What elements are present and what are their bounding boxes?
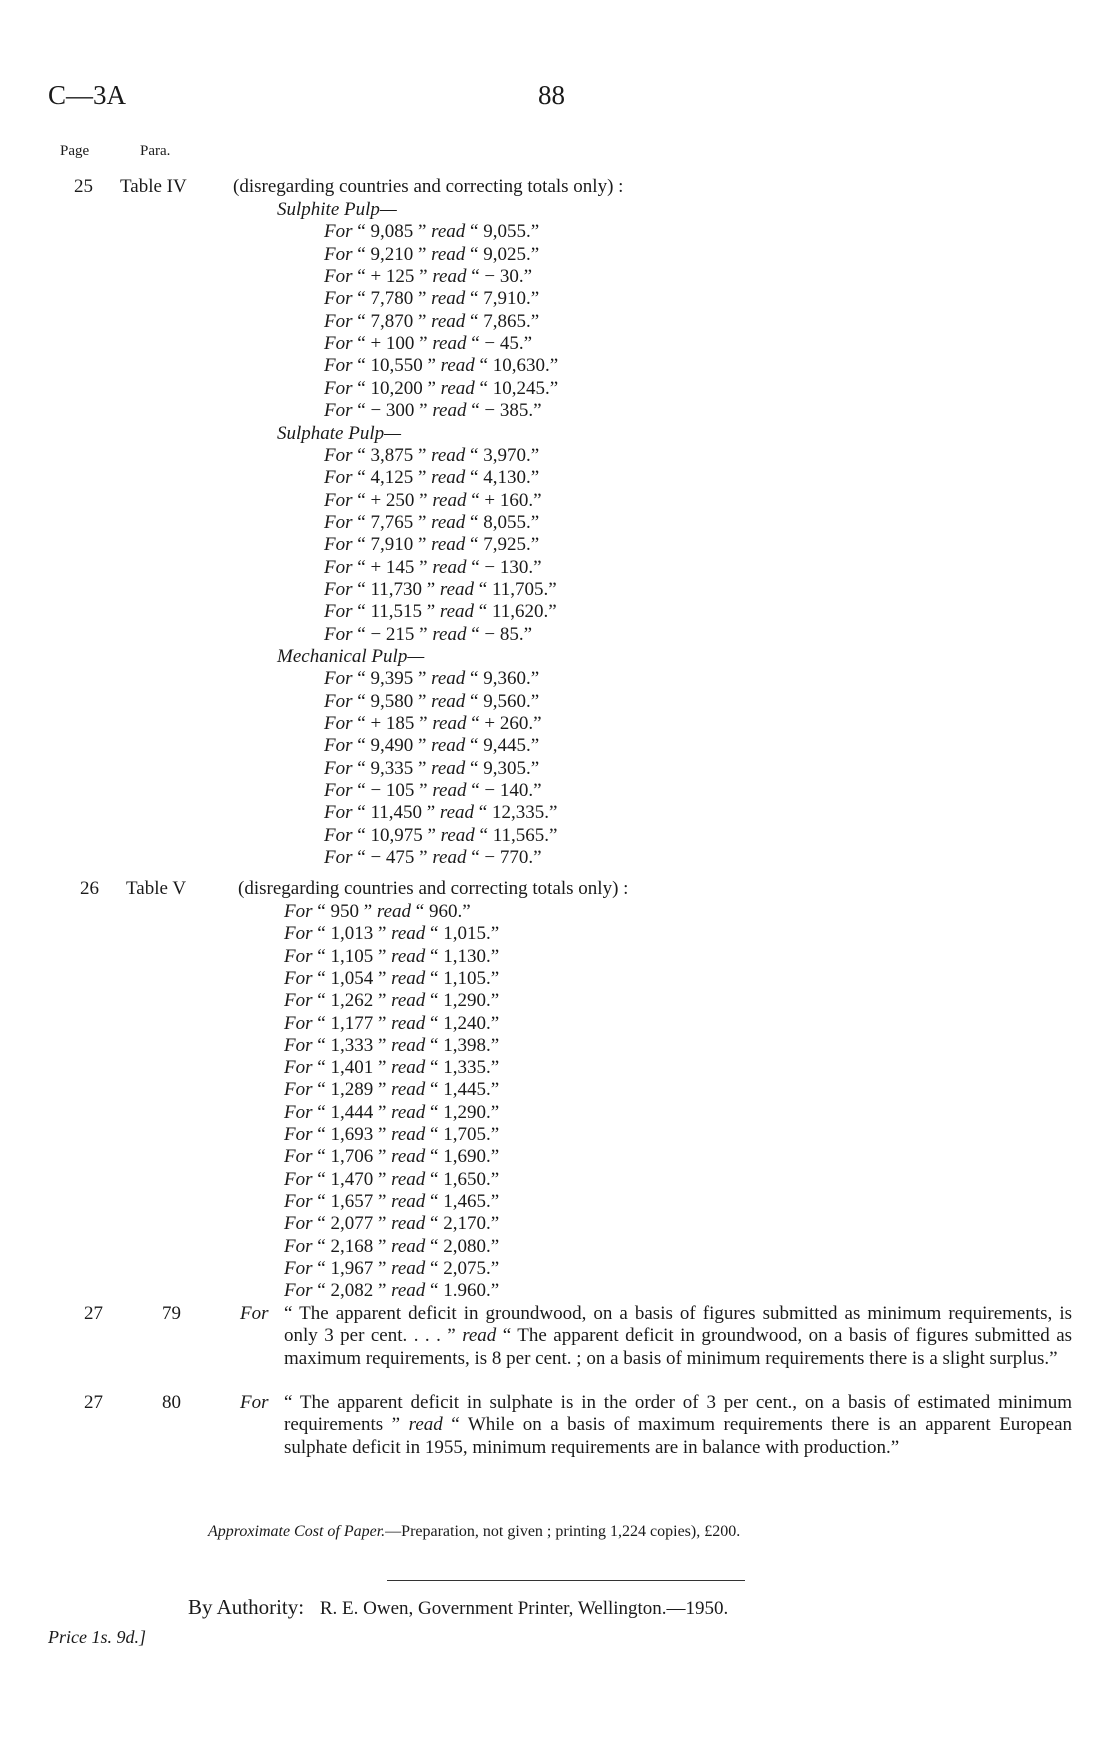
read-value: 1,130. <box>443 945 491 967</box>
read-word: read <box>391 1124 426 1145</box>
for-value: − 300 <box>370 400 415 422</box>
read-value: 9,055. <box>483 221 531 243</box>
for-value: 10,975 <box>370 824 423 846</box>
read-value: 10,245. <box>492 377 550 399</box>
price: Price 1s. 9d.] <box>48 1627 146 1647</box>
for-word: For <box>284 1280 313 1302</box>
for-word: For <box>324 288 353 310</box>
read-word: read <box>440 377 475 399</box>
correction-row: For “ + 250 ” read “ + 160.” <box>324 489 542 511</box>
read-word: read <box>391 1012 426 1034</box>
for-word: For <box>324 355 353 377</box>
correction-row: For “ 10,200 ” read “ 10,245.” <box>324 377 559 399</box>
read-word: read <box>391 1190 426 1212</box>
read-value: 9,360. <box>483 668 531 690</box>
read-value: 1,465. <box>443 1190 491 1212</box>
column-head-page: Page <box>60 143 90 159</box>
for-value: + 185 <box>370 713 415 735</box>
for-word: For <box>324 467 353 489</box>
para80-text: “ The apparent deficit in sulphate is in the order of 3 per cent., on a basis of estimated minimum requirements ” read “ While on a basis of maximum requirements there is an apparent European sulphate deficit in 1955, minimum requirements are in balance with production.” <box>284 1392 1073 1458</box>
for-value: 1,657 <box>330 1190 374 1212</box>
correction-row: For “ 7,870 ” read “ 7,865.” <box>324 310 540 332</box>
read-value: 1,335. <box>443 1057 491 1079</box>
for-word: For <box>324 400 353 422</box>
read-word: read <box>431 467 466 489</box>
for-value: 9,335 <box>370 757 414 779</box>
correction-row: For “ 9,395 ” read “ 9,360.” <box>324 668 540 690</box>
cost-text: —Preparation, not given ; printing 1,224 copies), £200. <box>385 1523 741 1540</box>
correction-row: For “ 11,450 ” read “ 12,335.” <box>324 802 558 824</box>
read-value: + 160. <box>484 489 534 511</box>
correction-row: For “ 1,967 ” read “ 2,075.” <box>284 1257 500 1279</box>
read-word: read <box>432 780 467 802</box>
for-word: For <box>284 1124 313 1145</box>
for-value: 950 <box>330 901 359 922</box>
section-title: Mechanical Pulp— <box>277 646 425 667</box>
read-word: read <box>391 1034 426 1056</box>
correction-row: For “ 11,515 ” read “ 11,620.” <box>324 601 557 623</box>
read-word: read <box>432 713 467 735</box>
for-word: For <box>324 735 353 757</box>
correction-row: For “ 1,693 ” read “ 1,705.” <box>284 1124 500 1145</box>
read-value: 1,105. <box>443 967 491 989</box>
read-value: − 85. <box>484 623 524 645</box>
read-value: 8,055. <box>483 511 531 533</box>
read-word: read <box>432 847 467 869</box>
correction-row: For “ + 145 ” read “ − 130.” <box>324 556 542 578</box>
for-value: 9,085 <box>370 221 414 243</box>
section-title: Sulphate Pulp— <box>277 422 402 444</box>
correction-row: For “ 10,975 ” read “ 11,565.” <box>324 824 558 846</box>
read-word: read <box>431 444 466 466</box>
for-value: 11,450 <box>370 802 422 824</box>
for-word: For <box>284 1168 313 1190</box>
authority-label: By Authority: <box>188 1595 305 1619</box>
para79-page: 27 <box>84 1303 103 1324</box>
read-value: 1,650. <box>443 1168 491 1190</box>
para79-number: 79 <box>162 1303 181 1324</box>
read-value: − 45. <box>484 333 524 355</box>
for-word: For <box>324 668 353 690</box>
column-head-para: Para. <box>140 143 171 159</box>
read-value: 11,565. <box>492 824 549 846</box>
for-value: 1,013 <box>330 923 374 945</box>
correction-row: For “ − 215 ” read “ − 85.” <box>324 623 533 645</box>
for-word: For <box>324 511 353 533</box>
for-value: 1,289 <box>330 1079 374 1101</box>
printer-line: R. E. Owen, Government Printer, Wellington.—1950. <box>319 1598 729 1619</box>
for-value: 1,333 <box>330 1034 374 1056</box>
read-word: read <box>391 923 426 945</box>
for-value: 7,765 <box>370 511 414 533</box>
read-word: read <box>432 556 467 578</box>
correction-row: For “ 9,580 ” read “ 9,560.” <box>324 690 540 712</box>
read-value: 1,445. <box>443 1079 491 1101</box>
for-word: For <box>284 901 313 922</box>
correction-row: For “ 1,262 ” read “ 1,290.” <box>284 990 500 1012</box>
read-value: − 30. <box>484 266 524 288</box>
for-value: 1,262 <box>330 990 374 1012</box>
read-word: read <box>432 489 467 511</box>
for-word: For <box>324 623 353 645</box>
for-word: For <box>324 713 353 735</box>
for-word: For <box>284 1213 313 1235</box>
for-value: 2,082 <box>330 1280 374 1302</box>
read-value: 4,130. <box>483 467 531 489</box>
read-word: read <box>439 601 475 623</box>
for-word: For <box>324 780 353 802</box>
read-value: 2,075. <box>443 1257 491 1279</box>
read-value: 1.960. <box>443 1280 491 1302</box>
for-value: 7,780 <box>370 288 414 310</box>
for-value: 2,077 <box>330 1213 374 1235</box>
para80-number: 80 <box>162 1392 181 1413</box>
for-value: 1,105 <box>330 945 374 967</box>
for-value: 9,395 <box>370 668 414 690</box>
read-word: read <box>431 534 466 556</box>
for-word: For <box>324 757 353 779</box>
para80-page: 27 <box>84 1392 103 1413</box>
read-word: read <box>439 578 475 600</box>
for-word: For <box>284 1012 313 1034</box>
for-value: 10,200 <box>370 377 423 399</box>
read-word: read <box>431 690 466 712</box>
for-word: For <box>284 1034 313 1056</box>
correction-row: For “ 950 ” read “ 960.” <box>284 901 471 922</box>
read-word: read <box>391 1057 426 1079</box>
cost-label: Approximate Cost of Paper. <box>208 1523 386 1540</box>
for-value: 1,470 <box>330 1168 374 1190</box>
table5-note: (disregarding countries and correcting totals only) : <box>238 878 629 899</box>
for-value: 11,730 <box>370 578 422 600</box>
read-word: read <box>391 1280 426 1302</box>
read-word: read <box>391 1146 426 1168</box>
correction-row: For “ − 300 ” read “ − 385.” <box>324 400 542 422</box>
read-word: read <box>431 668 466 690</box>
for-value: 1,177 <box>330 1012 374 1034</box>
correction-row: For “ 1,289 ” read “ 1,445.” <box>284 1079 500 1101</box>
read-value: 9,560. <box>483 690 531 712</box>
read-value: − 770. <box>484 847 534 869</box>
read-word: read <box>391 1079 426 1101</box>
read-word: read <box>431 310 466 332</box>
for-word: For <box>324 333 353 355</box>
correction-row: For “ 1,105 ” read “ 1,130.” <box>284 945 500 967</box>
correction-row: For “ 9,085 ” read “ 9,055.” <box>324 221 540 243</box>
table4-note: (disregarding countries and correcting totals only) : <box>233 176 624 197</box>
table5-label: Table V <box>126 878 187 899</box>
correction-row: For “ 2,077 ” read “ 2,170.” <box>284 1213 500 1235</box>
correction-row: For “ 1,444 ” read “ 1,290.” <box>284 1101 500 1123</box>
read-word: read <box>391 945 426 967</box>
for-word: For <box>284 945 313 967</box>
for-word: For <box>284 1101 313 1123</box>
for-value: 9,490 <box>370 735 414 757</box>
read-value: 1,015. <box>443 923 491 945</box>
read-word: read <box>431 511 466 533</box>
for-word: For <box>324 802 353 824</box>
read-value: + 260. <box>484 713 534 735</box>
for-value: + 100 <box>370 333 415 355</box>
correction-row: For “ 1,470 ” read “ 1,650.” <box>284 1168 500 1190</box>
correction-row: For “ 7,910 ” read “ 7,925.” <box>324 534 540 556</box>
correction-row: For “ 4,125 ” read “ 4,130.” <box>324 467 540 489</box>
read-word: read <box>391 1235 426 1257</box>
read-word: read <box>431 221 466 243</box>
for-value: + 250 <box>370 489 415 511</box>
for-value: 1,693 <box>330 1124 374 1145</box>
for-value: − 475 <box>370 847 415 869</box>
read-word: read <box>391 1257 426 1279</box>
correction-row: For “ 1,401 ” read “ 1,335.” <box>284 1057 500 1079</box>
read-word: read <box>440 824 475 846</box>
read-word: read <box>376 901 411 922</box>
for-word: For <box>284 967 313 989</box>
for-value: 1,444 <box>330 1101 374 1123</box>
for-word: For <box>284 1146 313 1168</box>
for-word: For <box>324 824 353 846</box>
correction-row: For “ 9,210 ” read “ 9,025.” <box>324 243 540 265</box>
read-word: read <box>431 243 466 265</box>
for-word: For <box>324 444 353 466</box>
read-value: 1,240. <box>443 1012 491 1034</box>
read-value: 7,865. <box>483 310 531 332</box>
correction-row: For “ 9,335 ” read “ 9,305.” <box>324 757 540 779</box>
for-word: For <box>324 377 353 399</box>
correction-row: For “ 10,550 ” read “ 10,630.” <box>324 355 559 377</box>
read-word: read <box>431 735 466 757</box>
for-value: 9,580 <box>370 690 414 712</box>
read-word: read <box>439 802 475 824</box>
for-value: 7,910 <box>370 534 414 556</box>
for-word: For <box>324 534 353 556</box>
for-word: For <box>324 266 353 288</box>
correction-row: For “ 1,177 ” read “ 1,240.” <box>284 1012 500 1034</box>
correction-row: For “ − 475 ” read “ − 770.” <box>324 847 542 869</box>
read-value: 11,705. <box>491 578 549 600</box>
correction-row: For “ + 185 ” read “ + 260.” <box>324 713 542 735</box>
correction-row: For “ 3,875 ” read “ 3,970.” <box>324 444 540 466</box>
for-word: For <box>324 310 353 332</box>
read-value: − 385. <box>484 400 534 422</box>
correction-row: For “ 7,780 ” read “ 7,910.” <box>324 288 540 310</box>
for-value: 1,054 <box>330 967 374 989</box>
for-word: For <box>324 556 353 578</box>
for-value: + 145 <box>370 556 415 578</box>
read-value: 9,305. <box>483 757 531 779</box>
read-value: 12,335. <box>491 802 549 824</box>
for-word: For <box>324 489 353 511</box>
read-word: read <box>391 1101 426 1123</box>
for-value: − 105 <box>370 780 415 802</box>
correction-row: For “ 1,657 ” read “ 1,465.” <box>284 1190 500 1212</box>
for-word: For <box>284 1190 313 1212</box>
correction-row: For “ 1,054 ” read “ 1,105.” <box>284 967 500 989</box>
read-value: 11,620. <box>491 601 549 623</box>
for-value: 1,401 <box>330 1057 374 1079</box>
read-value: 2,080. <box>443 1235 491 1257</box>
table4-label: Table IV <box>120 176 187 197</box>
read-value: 9,025. <box>483 243 531 265</box>
correction-row: For “ 7,765 ” read “ 8,055.” <box>324 511 540 533</box>
para79-text: “ The apparent deficit in groundwood, on a basis of figures submitted as minimum requirements, is only 3 per cent. . . . ” read “ The apparent deficit in groundwood, on a basis of figures submitted as maximum requirements, is 8 per cent. ; on a basis of minimum requirements there is a slight surplus.” <box>284 1303 1073 1369</box>
read-value: 1,690. <box>443 1146 491 1168</box>
footer-rule <box>387 1580 745 1581</box>
read-value: 2,170. <box>443 1213 491 1235</box>
document-reference: C—3A <box>48 80 127 110</box>
read-word: read <box>391 967 426 989</box>
for-word: For <box>324 243 353 265</box>
for-value: 7,870 <box>370 310 414 332</box>
read-value: 3,970. <box>483 444 531 466</box>
read-word: read <box>432 623 467 645</box>
for-value: 9,210 <box>370 243 414 265</box>
for-value: 2,168 <box>330 1235 374 1257</box>
correction-row: For “ + 100 ” read “ − 45.” <box>324 333 533 355</box>
correction-row: For “ 9,490 ” read “ 9,445.” <box>324 735 540 757</box>
read-word: read <box>391 1213 426 1235</box>
correction-row: For “ 11,730 ” read “ 11,705.” <box>324 578 557 600</box>
correction-row: For “ 2,168 ” read “ 2,080.” <box>284 1235 500 1257</box>
table4-page: 25 <box>74 176 93 197</box>
for-value: 1,967 <box>330 1257 374 1279</box>
cost-note <box>208 1523 740 1541</box>
read-value: 1,398. <box>443 1034 491 1056</box>
section-title: Sulphite Pulp— <box>277 199 397 220</box>
footer-authority <box>188 1595 728 1620</box>
read-word: read <box>432 266 467 288</box>
read-value: 7,925. <box>483 534 531 556</box>
for-word: For <box>324 847 353 869</box>
for-value: + 125 <box>370 266 415 288</box>
para79-lead: For <box>240 1303 269 1324</box>
read-value: 1,705. <box>443 1124 491 1145</box>
read-word: read <box>391 1168 426 1190</box>
read-value: − 130. <box>484 556 534 578</box>
correction-row: For “ 2,082 ” read “ 1.960.” <box>284 1280 500 1302</box>
for-value: 1,706 <box>330 1146 374 1168</box>
read-value: 1,290. <box>443 1101 491 1123</box>
for-word: For <box>324 221 353 243</box>
correction-row: For “ 1,706 ” read “ 1,690.” <box>284 1146 500 1168</box>
for-word: For <box>324 601 353 623</box>
page-number: 88 <box>538 80 565 110</box>
for-word: For <box>284 1235 313 1257</box>
read-word: read <box>440 355 475 377</box>
read-value: 7,910. <box>483 288 531 310</box>
read-word: read <box>391 990 426 1012</box>
for-value: 4,125 <box>370 467 414 489</box>
para80-lead: For <box>240 1392 269 1413</box>
for-value: 3,875 <box>370 444 414 466</box>
for-word: For <box>324 690 353 712</box>
for-word: For <box>324 578 353 600</box>
read-word: read <box>431 288 466 310</box>
read-value: 9,445. <box>483 735 531 757</box>
read-word: read <box>432 400 467 422</box>
for-value: 10,550 <box>370 355 423 377</box>
read-value: 1,290. <box>443 990 491 1012</box>
for-word: For <box>284 1057 313 1079</box>
for-word: For <box>284 1257 313 1279</box>
for-word: For <box>284 923 313 945</box>
read-value: 10,630. <box>492 355 550 377</box>
correction-row: For “ 1,333 ” read “ 1,398.” <box>284 1034 500 1056</box>
read-word: read <box>432 333 467 355</box>
read-value: − 140. <box>484 780 534 802</box>
read-word: read <box>431 757 466 779</box>
for-value: − 215 <box>370 623 415 645</box>
for-word: For <box>284 1079 313 1101</box>
correction-row: For “ − 105 ” read “ − 140.” <box>324 780 542 802</box>
read-value: 960. <box>428 901 463 922</box>
correction-row: For “ + 125 ” read “ − 30.” <box>324 266 533 288</box>
correction-row: For “ 1,013 ” read “ 1,015.” <box>284 923 500 945</box>
for-value: 11,515 <box>370 601 422 623</box>
for-word: For <box>284 990 313 1012</box>
table5-page: 26 <box>80 878 99 899</box>
